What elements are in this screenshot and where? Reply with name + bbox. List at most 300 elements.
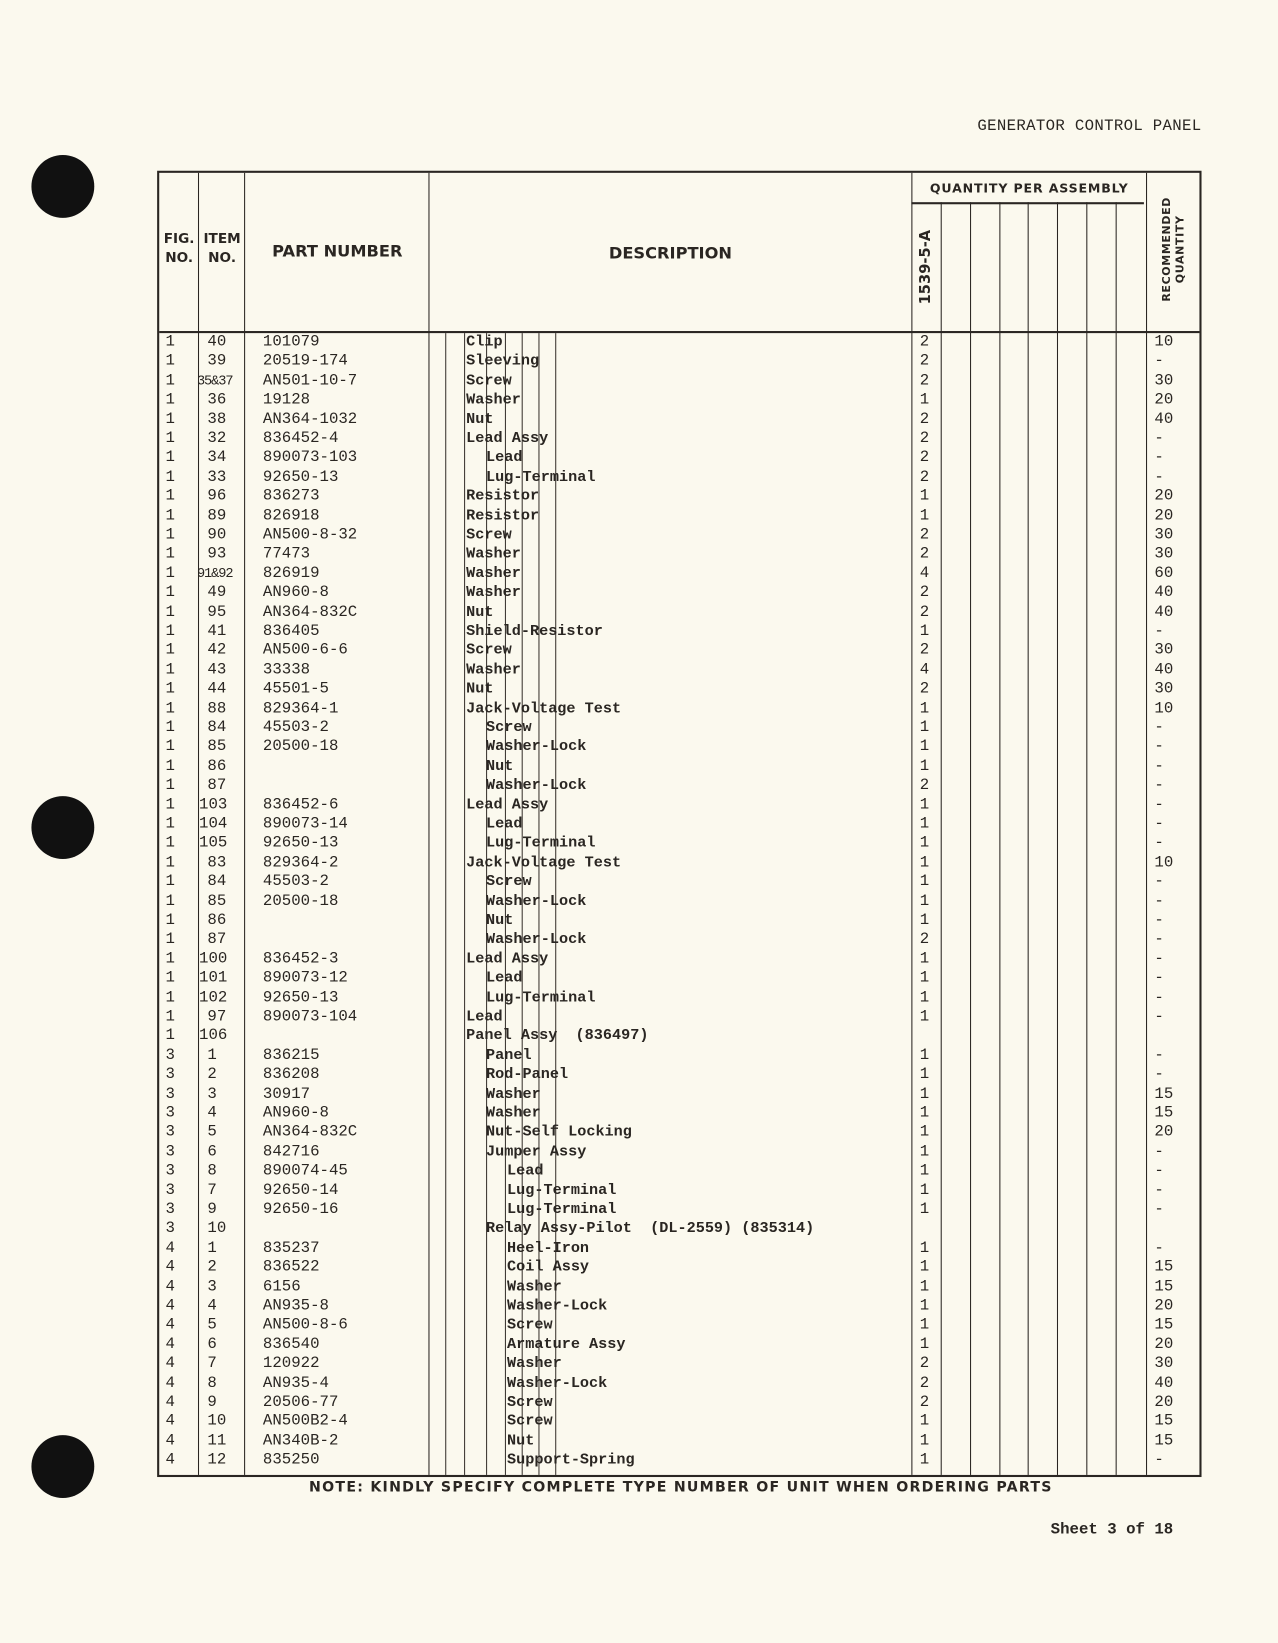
fig-no-cell: 1	[165, 371, 175, 390]
description-cell: Lug-Terminal	[507, 1182, 617, 1200]
item-no-cell: 43	[207, 660, 227, 679]
table-row	[159, 757, 1199, 776]
recommended-quantity-cell: -	[1154, 448, 1164, 467]
table-row	[159, 1008, 1199, 1027]
fig-no-cell: 1	[165, 680, 175, 698]
quantity-cell: 2	[919, 352, 930, 371]
description-cell: Washer	[486, 1085, 541, 1103]
fig-no-cell: 1	[165, 911, 175, 930]
part-number-cell: 890074-45	[262, 1161, 348, 1180]
table-row	[159, 892, 1199, 911]
item-no-cell: 90	[207, 525, 227, 544]
fig-no-cell: 1	[165, 525, 175, 544]
item-no-cell: 2	[207, 1258, 217, 1277]
recommended-quantity-cell: 30	[1154, 680, 1174, 698]
part-number-cell: 45503-2	[262, 872, 329, 891]
quantity-cell: 2	[919, 930, 930, 949]
description-cell: Washer-Lock	[486, 893, 587, 910]
part-number-cell: 835237	[262, 1239, 320, 1257]
quantity-cell: 2	[919, 1373, 930, 1392]
part-number-cell: AN364-832C	[262, 1123, 358, 1142]
fig-no-cell: 1	[165, 949, 175, 968]
quantity-cell: 2	[919, 525, 930, 544]
recommended-quantity-cell: 20	[1154, 1123, 1174, 1142]
fig-no-cell: 1	[165, 853, 175, 872]
quantity-cell: 1	[919, 872, 930, 891]
description-cell: Nut	[466, 604, 494, 621]
description-cell: Nut-Self Locking	[486, 1124, 632, 1142]
description-cell: Support-Spring	[507, 1452, 635, 1469]
recommended-quantity-cell: 15	[1154, 1277, 1174, 1296]
fig-no-cell: 1	[165, 814, 175, 833]
item-no-cell: 7	[207, 1181, 217, 1200]
fig-no-cell: 1	[165, 410, 175, 429]
fig-no-cell: 3	[165, 1161, 175, 1180]
table-row	[159, 1278, 1199, 1297]
recommended-quantity-cell: -	[1154, 776, 1164, 795]
ordering-note: NOTE: KINDLY SPECIFY COMPLETE TYPE NUMBER OF UNIT WHEN ORDERING PARTS	[309, 1479, 1053, 1496]
quantity-cell: 1	[919, 1104, 930, 1122]
recommended-quantity-cell: 40	[1154, 1373, 1174, 1392]
fig-no-cell: 4	[165, 1393, 175, 1412]
table-row	[159, 1104, 1199, 1123]
part-number-cell: 92650-14	[262, 1181, 339, 1200]
description-cell: Washer	[486, 1105, 541, 1122]
recommended-quantity-cell: 15	[1154, 1412, 1174, 1431]
quantity-cell: 1	[919, 1065, 930, 1084]
document-title: GENERATOR CONTROL PANEL	[977, 117, 1202, 136]
description-cell: Lead	[466, 1008, 503, 1026]
quantity-cell: 1	[919, 1335, 930, 1354]
item-no-cell: 89	[207, 506, 227, 525]
fig-no-cell: 3	[165, 1142, 175, 1161]
description-cell: Screw	[507, 1413, 553, 1431]
description-cell: Washer-Lock	[486, 738, 587, 756]
table-row	[159, 1123, 1199, 1142]
table-row	[159, 391, 1199, 410]
recommended-quantity-cell: -	[1154, 1142, 1164, 1161]
part-number-cell: 836452-4	[262, 429, 339, 448]
description-cell: Screw	[507, 1394, 553, 1412]
table-row	[159, 1220, 1199, 1239]
quantity-cell: 1	[919, 969, 930, 987]
part-number-cell: AN960-8	[262, 1104, 329, 1122]
quantity-cell: 1	[919, 988, 930, 1007]
description-cell: Jumper Assy	[486, 1143, 587, 1161]
item-no-cell: 36	[207, 390, 227, 409]
part-number-cell: 30917	[262, 1084, 311, 1103]
recommended-quantity-cell: -	[1154, 757, 1164, 775]
description-cell: Resistor	[466, 488, 540, 506]
description-cell: Rod-Panel	[486, 1066, 569, 1084]
description-cell: Washer	[466, 391, 521, 409]
description-cell: Lug-Terminal	[486, 469, 596, 486]
fig-no-cell: 4	[165, 1335, 175, 1354]
table-row	[159, 1162, 1199, 1181]
item-no-cell: 104	[199, 814, 228, 833]
item-no-cell: 86	[207, 757, 227, 775]
recommended-quantity-cell: -	[1154, 352, 1164, 371]
parts-table	[157, 171, 1201, 1477]
quantity-cell: 1	[919, 1277, 930, 1296]
table-row	[159, 911, 1199, 930]
part-number-cell: AN960-8	[262, 583, 329, 602]
description-cell: Screw	[507, 1317, 553, 1334]
recommended-quantity-cell: -	[1154, 1451, 1164, 1469]
quantity-cell: 1	[919, 911, 930, 930]
description-cell: Sleeving	[466, 353, 540, 371]
item-no-cell: 96	[207, 487, 227, 506]
description-cell: Armature Assy	[507, 1336, 626, 1354]
recommended-quantity-cell: 20	[1154, 390, 1174, 409]
item-no-cell: 106	[199, 1026, 228, 1045]
quantity-cell: 2	[919, 468, 930, 486]
recommended-quantity-cell: 20	[1154, 1393, 1174, 1412]
item-no-cell: 9	[207, 1393, 217, 1412]
item-no-cell: 35&37	[196, 372, 233, 389]
quantity-cell: 1	[919, 1200, 930, 1219]
fig-no-cell: 4	[165, 1316, 175, 1334]
table-row	[159, 988, 1199, 1007]
table-row	[159, 1066, 1199, 1085]
item-no-cell: 41	[207, 622, 227, 641]
table-row	[159, 1258, 1199, 1277]
quantity-cell: 1	[919, 1007, 930, 1026]
description-cell: Jack-Voltage Test	[466, 854, 622, 872]
part-number-cell: 836273	[262, 487, 320, 506]
fig-no-cell: 1	[165, 333, 175, 351]
recommended-quantity-cell: -	[1154, 1007, 1164, 1026]
fig-no-cell: 1	[165, 1026, 175, 1045]
binder-hole	[31, 155, 94, 218]
fig-no-cell: 3	[165, 1123, 175, 1142]
recommended-quantity-cell: 40	[1154, 660, 1174, 679]
binder-hole	[31, 1435, 94, 1498]
item-no-cell: 32	[207, 429, 227, 448]
item-no-cell: 85	[207, 892, 227, 910]
fig-no-cell: 1	[165, 969, 175, 987]
description-cell: Lead	[486, 449, 523, 467]
description-cell: Resistor	[466, 507, 540, 525]
quantity-cell: 1	[919, 1123, 930, 1142]
table-row	[159, 1181, 1199, 1200]
quantity-cell: 2	[919, 1393, 930, 1412]
description-cell: Washer	[507, 1355, 562, 1373]
quantity-cell: 1	[919, 1296, 930, 1315]
item-no-cell: 3	[207, 1277, 217, 1296]
quantity-cell: 2	[919, 1354, 930, 1373]
description-cell: Lug-Terminal	[486, 835, 596, 853]
fig-no-cell: 1	[165, 390, 175, 409]
fig-no-cell: 1	[165, 660, 175, 679]
item-no-cell: 87	[207, 930, 227, 949]
quantity-cell: 1	[919, 1431, 930, 1450]
item-no-cell: 87	[207, 776, 227, 795]
fig-no-cell: 4	[165, 1412, 175, 1431]
table-row	[159, 873, 1199, 892]
quantity-cell: 1	[919, 949, 930, 968]
recommended-quantity-cell: -	[1154, 892, 1164, 910]
quantity-cell: 2	[919, 429, 930, 448]
description-cell: Nut	[486, 758, 514, 775]
fig-no-cell: 1	[165, 545, 175, 563]
part-number-cell: 101079	[262, 333, 320, 351]
description-cell: Relay Assy-Pilot (DL-2559) (835314)	[486, 1220, 815, 1238]
recommended-quantity-cell: -	[1154, 1239, 1164, 1257]
quantity-cell: 2	[919, 602, 930, 621]
item-no-cell: 39	[207, 352, 227, 371]
table-row	[159, 1143, 1199, 1162]
table-row	[159, 950, 1199, 969]
part-number-cell: 890073-104	[262, 1007, 358, 1026]
fig-no-cell: 1	[165, 1007, 175, 1026]
recommended-quantity-cell: -	[1154, 1046, 1164, 1065]
recommended-quantity-cell: 40	[1154, 410, 1174, 429]
part-number-cell: AN501-10-7	[262, 371, 358, 390]
item-no-cell: 34	[207, 448, 227, 467]
table-row	[159, 1432, 1199, 1451]
table-row	[159, 931, 1199, 950]
item-no-cell: 11	[207, 1431, 227, 1450]
part-number-cell: 842716	[262, 1142, 320, 1161]
table-row	[159, 1085, 1199, 1104]
quantity-cell: 4	[919, 564, 930, 583]
fig-no-cell: 1	[165, 622, 175, 641]
recommended-quantity-cell: -	[1154, 949, 1164, 968]
table-row	[159, 372, 1199, 391]
fig-no-cell: 4	[165, 1373, 175, 1392]
table-row	[159, 1239, 1199, 1258]
part-number-cell: 19128	[262, 390, 311, 409]
fig-no-cell: 4	[165, 1277, 175, 1296]
part-number-cell: 836405	[262, 622, 320, 641]
table-row	[159, 1393, 1199, 1412]
binder-hole	[31, 796, 94, 859]
description-cell: Washer	[466, 565, 521, 583]
fig-no-cell: 1	[165, 892, 175, 910]
quantity-cell: 1	[919, 853, 930, 872]
table-row	[159, 642, 1199, 661]
fig-no-cell: 1	[165, 699, 175, 718]
quantity-cell: 1	[919, 1161, 930, 1180]
description-cell: Washer-Lock	[507, 1374, 608, 1392]
description-cell: Washer-Lock	[486, 777, 587, 795]
part-number-cell: 826918	[262, 506, 320, 525]
quantity-cell: 1	[919, 718, 930, 737]
item-no-cell: 42	[207, 641, 227, 660]
fig-no-cell: 1	[165, 988, 175, 1007]
table-row	[159, 449, 1199, 468]
item-no-cell: 12	[207, 1451, 227, 1469]
table-row	[159, 526, 1199, 545]
recommended-quantity-cell: 20	[1154, 1335, 1174, 1354]
fig-no-cell: 1	[165, 564, 175, 583]
part-number-cell: 890073-14	[262, 814, 348, 833]
part-number-cell: 890073-12	[262, 969, 348, 987]
table-row	[159, 680, 1199, 699]
item-no-cell: 84	[207, 718, 227, 737]
part-number-cell: AN340B-2	[262, 1431, 339, 1450]
item-no-cell: 10	[207, 1219, 227, 1238]
part-number-cell: 829364-2	[262, 853, 339, 872]
quantity-cell: 1	[919, 757, 930, 775]
item-no-cell: 1	[207, 1239, 217, 1257]
item-no-cell: 49	[207, 583, 227, 602]
table-row	[159, 333, 1199, 352]
recommended-quantity-cell: -	[1154, 834, 1164, 853]
fig-no-cell: 1	[165, 583, 175, 602]
table-row	[159, 834, 1199, 853]
part-number-cell: 92650-16	[262, 1200, 339, 1219]
quantity-cell: 1	[919, 1046, 930, 1065]
part-number-cell: 836452-6	[262, 795, 339, 814]
fig-no-cell: 3	[165, 1065, 175, 1084]
description-cell: Screw	[466, 526, 512, 544]
fig-no-cell: 1	[165, 872, 175, 891]
quantity-cell: 2	[919, 333, 930, 351]
description-cell: Nut	[486, 912, 514, 930]
table-row	[159, 969, 1199, 988]
description-cell: Lead	[507, 1162, 544, 1180]
header-part-number: PART NUMBER	[272, 241, 403, 261]
fig-no-cell: 1	[165, 506, 175, 525]
quantity-cell: 1	[919, 1142, 930, 1161]
table-row	[159, 545, 1199, 564]
fig-no-cell: 4	[165, 1296, 175, 1315]
fig-no-cell: 3	[165, 1104, 175, 1122]
recommended-quantity-cell: 10	[1154, 699, 1174, 718]
description-cell: Washer	[466, 661, 521, 679]
part-number-cell: 20500-18	[262, 892, 339, 910]
fig-no-cell: 1	[165, 795, 175, 814]
recommended-quantity-cell: 30	[1154, 525, 1174, 544]
table-row	[159, 796, 1199, 815]
description-cell: Nut	[466, 681, 494, 698]
item-no-cell: 91&92	[196, 565, 233, 582]
table-row	[159, 410, 1199, 429]
item-no-cell: 4	[207, 1296, 217, 1315]
part-number-cell: AN364-832C	[262, 602, 358, 621]
recommended-quantity-cell: -	[1154, 1161, 1164, 1180]
sheet-number: Sheet 3 of 18	[1050, 1521, 1174, 1539]
item-no-cell: 88	[207, 699, 227, 718]
description-cell: Lead	[486, 816, 523, 833]
description-cell: Jack-Voltage Test	[466, 700, 622, 718]
quantity-cell: 2	[919, 371, 930, 390]
item-no-cell: 8	[207, 1373, 217, 1392]
fig-no-cell: 3	[165, 1219, 175, 1238]
table-row	[159, 815, 1199, 834]
recommended-quantity-cell: 20	[1154, 487, 1174, 506]
part-number-cell: 77473	[262, 545, 311, 563]
fig-no-cell: 3	[165, 1084, 175, 1103]
recommended-quantity-cell: 40	[1154, 583, 1174, 602]
recommended-quantity-cell: 15	[1154, 1258, 1174, 1277]
fig-no-cell: 1	[165, 834, 175, 853]
recommended-quantity-cell: -	[1154, 718, 1164, 737]
fig-no-cell: 4	[165, 1451, 175, 1469]
item-no-cell: 7	[207, 1354, 217, 1373]
description-cell: Washer-Lock	[507, 1297, 608, 1315]
recommended-quantity-cell: -	[1154, 622, 1164, 641]
description-cell: Screw	[486, 719, 532, 737]
quantity-cell: 1	[919, 699, 930, 718]
recommended-quantity-cell: -	[1154, 1181, 1164, 1200]
part-number-cell: AN935-4	[262, 1373, 329, 1392]
quantity-cell: 1	[919, 737, 930, 756]
description-cell: Panel Assy (836497)	[466, 1028, 649, 1045]
fig-no-cell: 1	[165, 602, 175, 621]
recommended-quantity-cell: 10	[1154, 333, 1174, 351]
item-no-cell: 97	[207, 1007, 227, 1026]
part-number-cell: AN935-8	[262, 1296, 329, 1315]
description-cell: Washer	[466, 546, 521, 563]
item-no-cell: 100	[199, 949, 228, 968]
recommended-quantity-cell: -	[1154, 969, 1164, 987]
description-cell: Screw	[486, 873, 532, 891]
item-no-cell: 33	[207, 468, 227, 486]
table-row	[159, 507, 1199, 526]
part-number-cell: 120922	[262, 1354, 320, 1373]
item-no-cell: 3	[207, 1084, 217, 1103]
table-row	[159, 352, 1199, 371]
table-row	[159, 468, 1199, 487]
recommended-quantity-cell: 15	[1154, 1316, 1174, 1334]
item-no-cell: 102	[199, 988, 228, 1007]
description-cell: Washer	[507, 1278, 562, 1296]
recommended-quantity-cell: -	[1154, 1200, 1164, 1219]
quantity-cell: 2	[919, 545, 930, 563]
fig-no-cell: 1	[165, 641, 175, 660]
recommended-quantity-cell: 30	[1154, 641, 1174, 660]
description-cell: Lead Assy	[466, 796, 549, 814]
table-row	[159, 622, 1199, 641]
table-row	[159, 487, 1199, 506]
part-number-cell: 92650-13	[262, 988, 339, 1007]
table-row	[159, 1316, 1199, 1335]
header-assembly-1539-5-a: 1539-5-A	[917, 229, 935, 305]
quantity-cell: 1	[919, 506, 930, 525]
description-cell: Washer-Lock	[486, 931, 587, 949]
table-row	[159, 429, 1199, 448]
part-number-cell: 33338	[262, 660, 311, 679]
quantity-cell: 2	[919, 448, 930, 467]
recommended-quantity-cell: 40	[1154, 602, 1174, 621]
part-number-cell: 826919	[262, 564, 320, 583]
description-cell: Lead Assy	[466, 430, 549, 448]
quantity-cell: 1	[919, 1258, 930, 1277]
part-number-cell: 6156	[262, 1277, 301, 1296]
item-no-cell: 9	[207, 1200, 217, 1219]
item-no-cell: 6	[207, 1142, 217, 1161]
quantity-cell: 2	[919, 410, 930, 429]
table-row	[159, 603, 1199, 622]
part-number-cell: 890073-103	[262, 448, 358, 467]
table-row	[159, 776, 1199, 795]
item-no-cell: 38	[207, 410, 227, 429]
part-number-cell: AN500-8-6	[262, 1316, 348, 1334]
item-no-cell: 44	[207, 680, 227, 698]
quantity-cell: 1	[919, 390, 930, 409]
table-row	[159, 1027, 1199, 1046]
table-row	[159, 1355, 1199, 1374]
recommended-quantity-cell: 30	[1154, 545, 1174, 563]
fig-no-cell: 4	[165, 1258, 175, 1277]
fig-no-cell: 3	[165, 1200, 175, 1219]
part-number-cell: 20519-174	[262, 352, 348, 371]
recommended-quantity-cell: -	[1154, 988, 1164, 1007]
part-number-cell: AN500B2-4	[262, 1412, 348, 1431]
